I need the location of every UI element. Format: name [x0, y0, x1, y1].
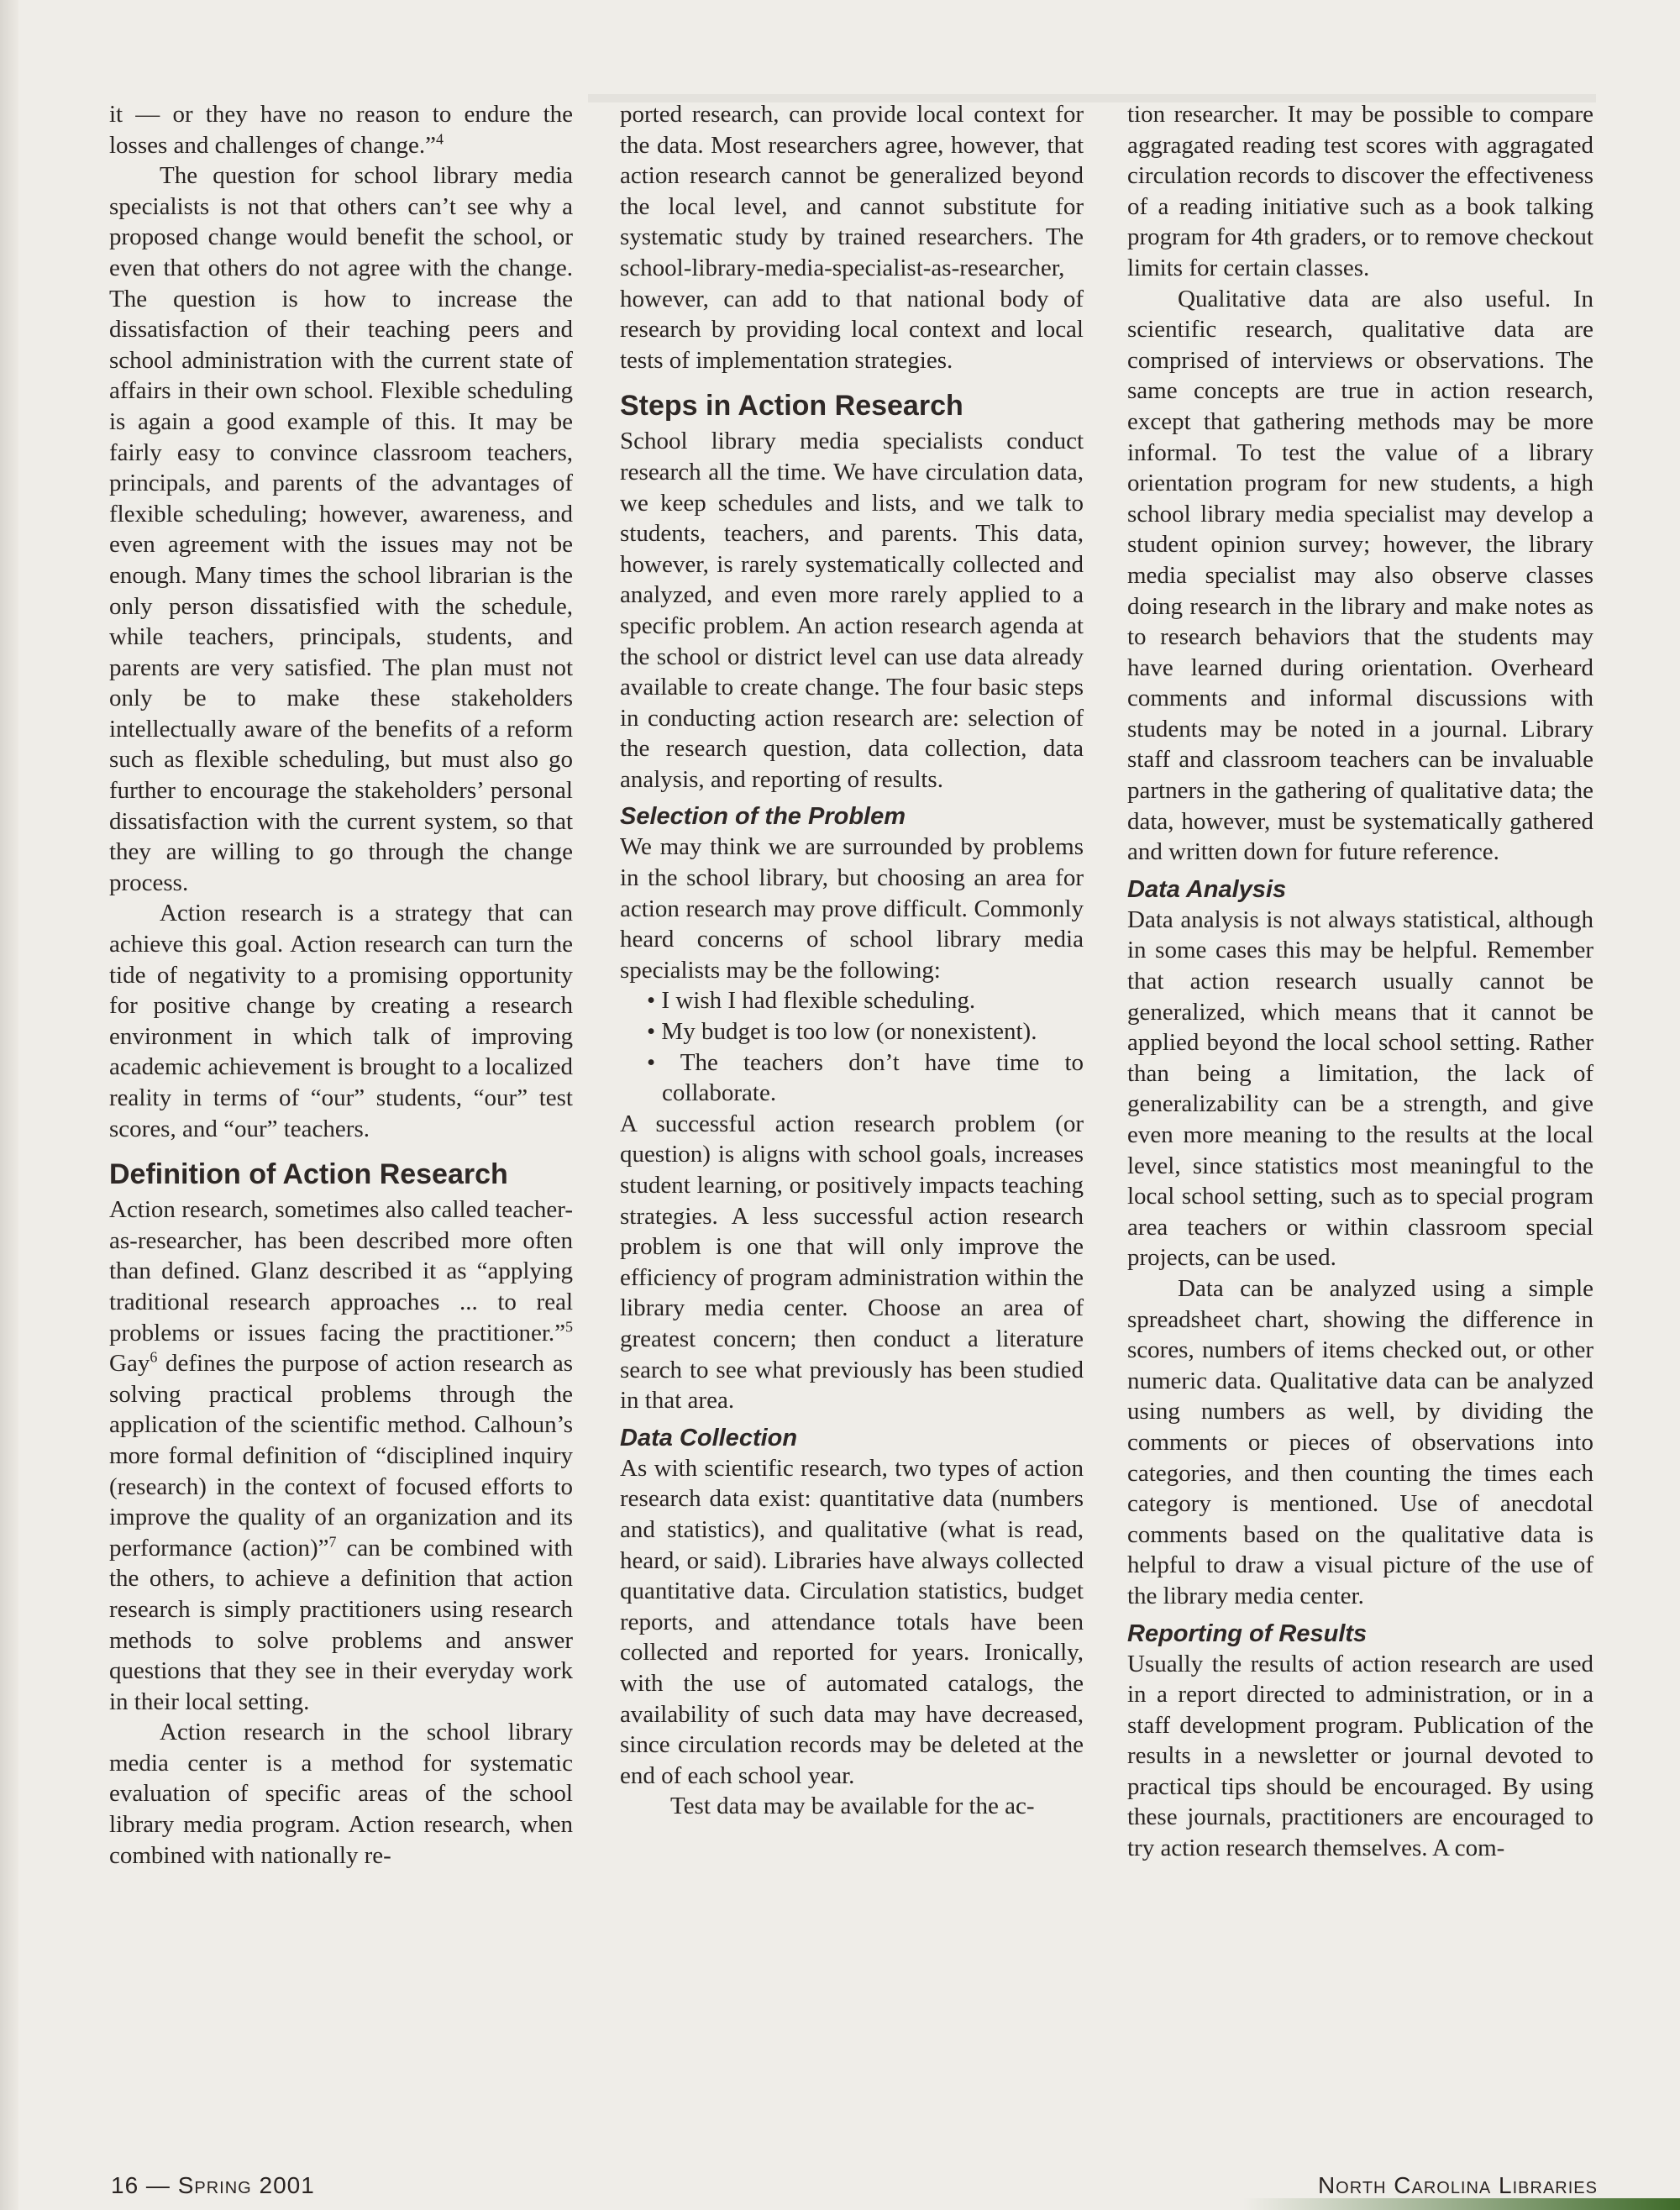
paragraph: A successful action research problem (or question) is aligns with school goals, increases student learning, or positively impacts teaching strategies. A less successful action research problem is one that will only improve the efficiency of program administration within the library media center. Choose an area of greatest concern; then conduct a literature search to see what previously has been studied in that area. [620, 1110, 1084, 1415]
list-item: • The teachers don’t have time to collaborate. [662, 1047, 1084, 1109]
paragraph: Usually the results of action research are used in a report directed to administration, or in a staff development program. Publication of the results in a newsletter or journal devoted to practical tips should be encouraged. By using these journals, practitioners are encouraged to try action research themselves. A com- [1127, 1650, 1593, 1862]
column-1 [109, 99, 573, 1871]
subsection-heading: Data Collection [620, 1424, 798, 1451]
paragraph-text: defines the purpose of action research as solving practical problems through the application of the scientific method. Calhoun’s more formal definition of “disciplined inquiry (research) in the context of focused efforts to improve the quality of an organization and its performance (action)” [109, 1350, 573, 1562]
footnote-ref: 6 [150, 1348, 158, 1366]
subsection-heading: Data Analysis [1127, 875, 1287, 903]
cover-edge [1243, 2198, 1680, 2210]
paragraph [109, 1194, 573, 1717]
page-edge [0, 0, 18, 2210]
paragraph-text: it — or they have no reason to endure the losses and challenges of change.” [109, 101, 573, 159]
subsection-heading: Selection of the Problem [620, 803, 906, 831]
list-item: • I wish I had flexible scheduling. [662, 985, 1084, 1016]
footnote-ref: 4 [435, 129, 444, 147]
paragraph: Action research is a strategy that can achieve this goal. Action research can turn the tide of negativity to a promising opportunity for positive change by creating a research environment in which talk of improving academic achievement is brought to a localized reality in terms of “our” students, “our” test scores, and “our” teachers. [109, 900, 573, 1142]
paragraph-text: Action research, sometimes also called teacher-as-researcher, has been described more often than defined. Glanz described it as “applying traditional research approaches ... to real problems or issues facing the practitioner.” [109, 1196, 573, 1346]
paragraph: We may think we are surrounded by problems in the school library, but choosing an area for action research may prove difficult. Commonly heard concerns of school library media specialists may be the following: [620, 833, 1084, 984]
column-3 [1127, 99, 1593, 1864]
paragraph [109, 99, 573, 160]
paragraph: Qualitative data are also useful. In scientific research, qualitative data are comprised of interviews or observations. The same concepts are true in action research, except that gathering methods may be more informal. To test the value of a library orientation program for new students, a high school library media specialist may develop a student opinion survey; however, the library media specialist may also observe classes doing research in the library and make notes as to research behaviors that the students may have learned during orientation. Overheard comments and informal discussions with students may be noted in a journal. Library staff and classroom teachers can be invaluable partners in the gathering of qualitative data; the data, however, must be systematically gathered and written down for future reference. [1127, 285, 1593, 866]
paragraph: Test data may be available for the ac- [670, 1793, 1035, 1820]
paragraph: ported research, can provide local context for the data. Most researchers agree, however, that action research cannot be generalized beyond the local level, and cannot substitute for systematic study by trained researchers. The school-library-media-specialist-as-researcher, however, can add to that national body of research by providing local context and local tests of implementation strategies. [620, 101, 1084, 374]
subsection-heading: Reporting of Results [1127, 1619, 1368, 1647]
paragraph-text: Gay [109, 1350, 150, 1378]
section-heading: Steps in Action Research [620, 390, 963, 423]
publication-footer: North Carolina Libraries [1317, 2172, 1598, 2198]
paragraph-text: can be combined with the others, to achieve a definition that action research is simply practitioners using research methods to solve problems and answer questions that they see in their everyday work in their local setting. [109, 1534, 574, 1715]
page-number-footer: 16 — Spring 2001 [111, 2172, 315, 2198]
bullet-list [620, 985, 1084, 1108]
paragraph: Data analysis is not always statistical, although in some cases this may be helpful. Remember that action research usually cannot be generalized, which means that it cannot be applied beyond the local school setting. Rather than being a limitation, the lack of generalizability can be a strength, and give even more meaning to the results at the local level, since statistics most meaningful to the local school setting, such as to special program area teachers or within classroom special projects, can be used. [1127, 906, 1593, 1272]
paragraph: School library media specialists conduct research all the time. We have circulation data, we keep schedules and lists, and we talk to students, teachers, and parents. This data, however, is rarely systematically collected and analyzed, and even more rarely applied to a specific problem. An action research agenda at the school or district level can use data already available to create change. The four basic steps in conducting action research are: selection of the research question, data collection, data analysis, and reporting of results. [620, 428, 1084, 793]
paragraph: Action research in the school library media center is a method for systematic evaluation of specific areas of the school library media program. Action research, when combined with nationally re- [109, 1719, 573, 1869]
column-2 [620, 99, 1084, 1822]
list-item: • My budget is too low (or nonexistent). [662, 1016, 1084, 1047]
section-heading: Definition of Action Research [109, 1158, 508, 1191]
paragraph: Data can be analyzed using a simple spreadsheet chart, showing the difference in scores, numbers of items checked out, or other numeric data. Qualitative data can be analyzed using numbers as well, by dividing the comments or pieces of observations into categories, and then counting the times each category is mentioned. Use of anecdotal comments based on the qualitative data is helpful to draw a visual picture of the use of the library media center. [1127, 1274, 1593, 1609]
footnote-ref: 7 [328, 1533, 337, 1551]
paragraph: The question for school library media specialists is not that others can’t see why a proposed change would benefit the school, or even that others do not agree with the change. The question is how to increase the dissatisfaction of their teaching peers and school administration with the current state of affairs in their own school. Flexible scheduling is again a good example of this. It may be fairly easy to convince classroom teachers, principals, and parents of the advantages of flexible scheduling; however, awareness, and even agreement with the issues may not be enough. Many times the school librarian is the only person dissatisfied with the schedule, while teachers, principals, students, and parents are very satisfied. The plan must not only be to make these stakeholders intellectually aware of the benefits of a reform such as flexible scheduling, but must also go further to encourage the stakeholders’ personal dissatisfaction with the current system, so that they are willing to go through the change process. [109, 162, 573, 896]
paragraph: tion researcher. It may be possible to compare aggragated reading test scores with aggragated circulation records to discover the effectiveness of a reading initiative such as a book talking program for 4th graders, or to remove checkout limits for certain classes. [1127, 101, 1593, 281]
footnote-ref: 5 [565, 1317, 573, 1335]
paragraph: As with scientific research, two types of action research data exist: quantitative data (numbers and statistics), and qualitative (what is read, heard, or said). Libraries have always collected quantitative data. Circulation statistics, budget reports, and attendance totals have been collected and reported for years. Ironically, with the use of automated catalogs, the availability of such data may have decreased, since circulation records may be deleted at the end of each school year. [620, 1454, 1084, 1789]
